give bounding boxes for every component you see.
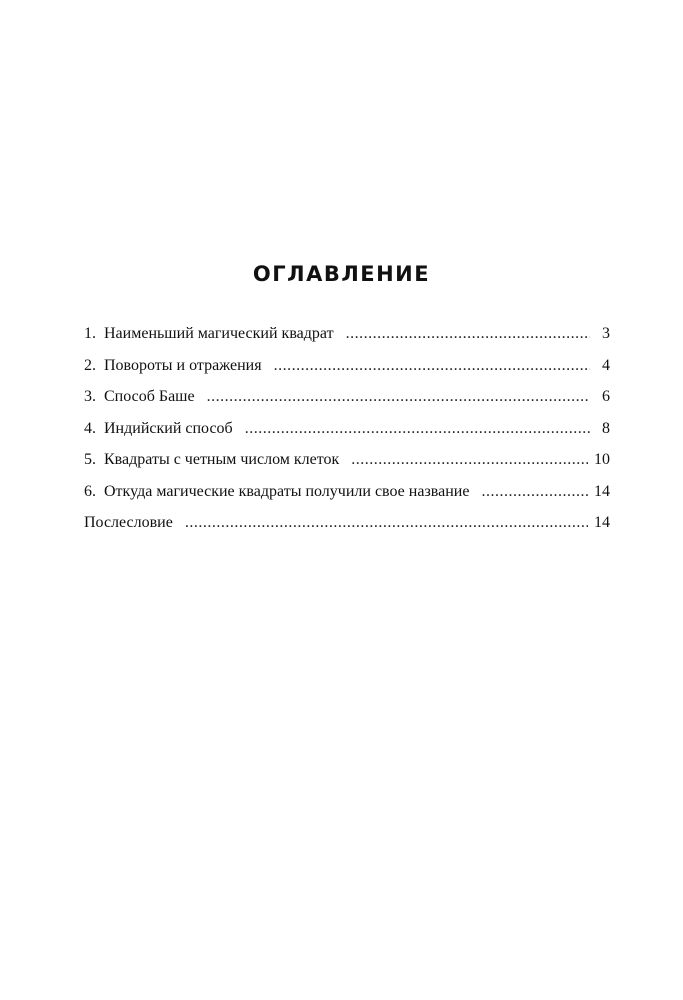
toc-leader-dots	[351, 444, 588, 476]
toc-entry-title: Откуда магические квадраты получили свое название	[104, 482, 470, 500]
toc-entry-title: Послесловие	[84, 514, 173, 531]
toc-entry-number: 5.	[84, 451, 96, 468]
toc-leader-dots	[185, 507, 588, 539]
toc-entry-page: 8	[602, 419, 610, 437]
toc-leader-dots	[245, 413, 590, 445]
toc-entry-page: 3	[602, 325, 610, 342]
toc-entry-number: 4.	[84, 419, 96, 437]
toc-entry-title: Повороты и отражения	[104, 356, 262, 374]
toc-entry[interactable]	[84, 318, 610, 350]
toc-entry-title: Способ Баше	[104, 388, 195, 405]
toc-entry-page: 14	[594, 514, 610, 531]
toc-leader-dots	[207, 381, 590, 413]
toc-entry-number: 3.	[84, 388, 96, 405]
toc-entry[interactable]	[84, 413, 610, 445]
toc-entry-title: Индийский способ	[104, 419, 233, 437]
toc-entry-title: Квадраты с четным числом клеток	[104, 451, 340, 468]
toc-entry[interactable]	[84, 507, 610, 539]
toc-entry[interactable]	[84, 444, 610, 476]
toc-entry-page: 14	[594, 482, 610, 500]
toc-entry-page: 10	[594, 451, 610, 468]
toc-leader-dots	[481, 476, 588, 508]
toc-entry-page: 6	[602, 388, 610, 405]
toc-leader-dots	[274, 350, 590, 382]
toc-entry-number: 6.	[84, 482, 96, 500]
toc-entry-page: 4	[602, 356, 610, 374]
toc-leader-dots	[346, 318, 590, 350]
toc-entry[interactable]	[84, 350, 610, 382]
table-of-contents	[84, 318, 610, 539]
toc-entry-number: 2.	[84, 356, 96, 374]
toc-entry-number: 1.	[84, 325, 96, 342]
toc-entry[interactable]	[84, 476, 610, 508]
toc-heading: ОГЛАВЛЕНИЕ	[252, 262, 431, 286]
toc-entry[interactable]	[84, 381, 610, 413]
toc-entry-title: Наименьший магический квадрат	[104, 325, 334, 342]
